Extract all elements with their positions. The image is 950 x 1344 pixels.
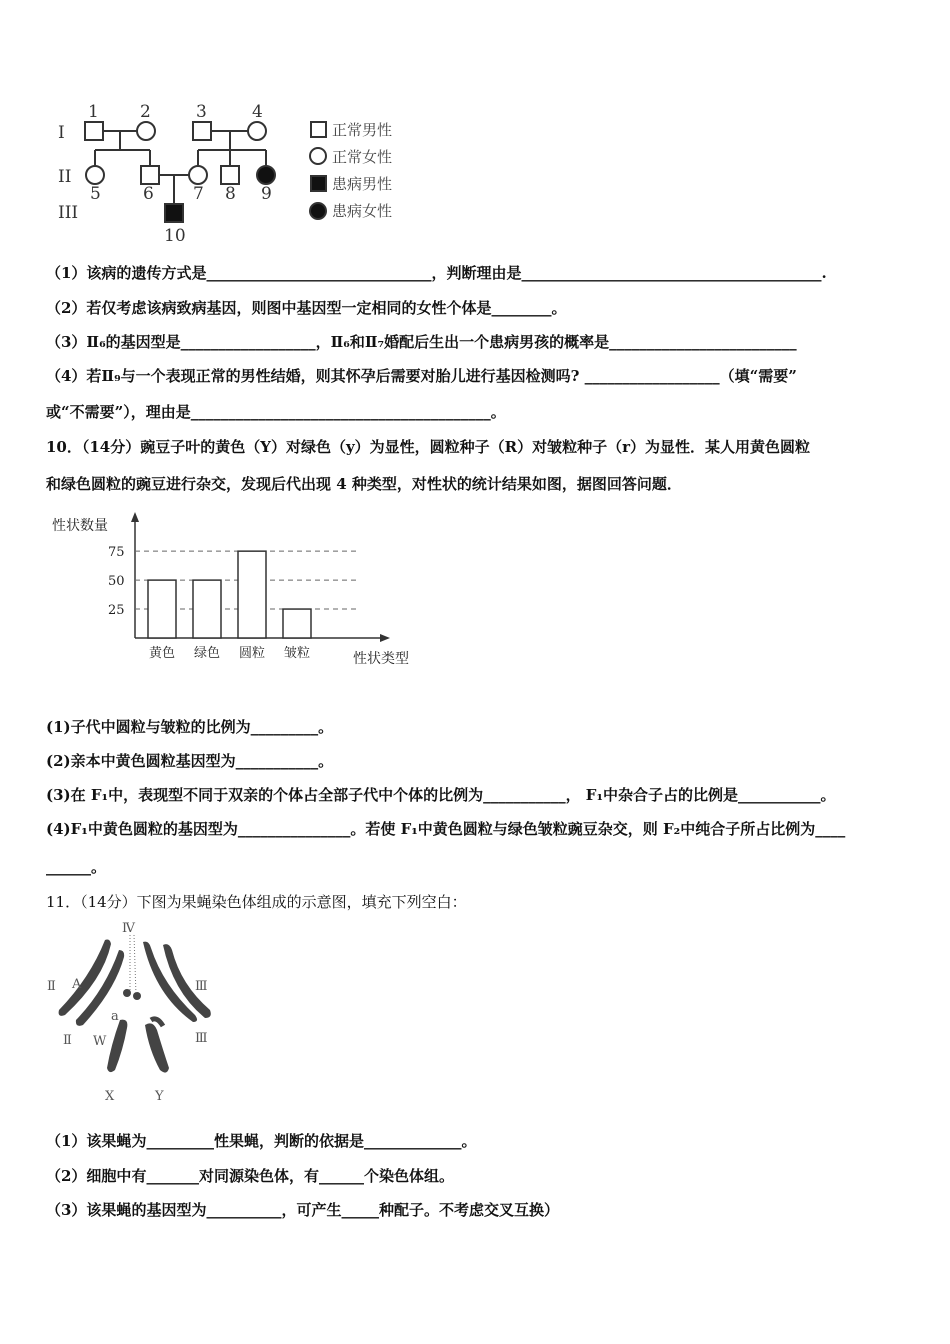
svg-text:A: A bbox=[72, 977, 82, 992]
q9-line-5: 或“不需要”），理由是________________________________________。 bbox=[46, 403, 506, 421]
y-tick-label: 75 bbox=[108, 545, 125, 561]
chart-xlabel: 性状类型 bbox=[353, 651, 409, 667]
bar-2 bbox=[193, 580, 221, 638]
q10-intro-1: 10．（14分）豌豆子叶的黄色（Y）对绿色（y）为显性，圆粒种子（R）对皱粒种子（r）为显性．某人用黄色圆粒 bbox=[46, 438, 811, 456]
svg-text:10: 10 bbox=[164, 226, 186, 246]
individual-9 bbox=[257, 166, 275, 184]
q10-item-1: (1)子代中圆粒与皱粒的比例为_________。 bbox=[46, 718, 334, 736]
q11-intro: 11．（14分）下图为果蝇染色体组成的示意图，填充下列空白： bbox=[46, 893, 467, 911]
individual-8 bbox=[221, 166, 239, 184]
svg-text:Ⅳ: Ⅳ bbox=[122, 921, 135, 936]
svg-text:Ⅱ: Ⅱ bbox=[63, 1033, 72, 1048]
q10-item-2: (2)亲本中黄色圆粒基因型为___________。 bbox=[46, 752, 334, 770]
svg-text:7: 7 bbox=[193, 184, 204, 204]
individual-2 bbox=[137, 122, 155, 140]
svg-text:3: 3 bbox=[196, 102, 207, 122]
svg-text:4: 4 bbox=[252, 102, 263, 122]
x-tick-label: 黄色 bbox=[148, 646, 176, 661]
svg-text:6: 6 bbox=[143, 184, 154, 204]
individual-6 bbox=[141, 166, 159, 184]
q10-item-5: ______。 bbox=[46, 858, 107, 876]
bar-4 bbox=[283, 609, 311, 638]
legend-normal-male: 正常男性 bbox=[332, 121, 393, 139]
individual-5 bbox=[86, 166, 104, 184]
pedigree-figure bbox=[50, 98, 430, 248]
svg-text:9: 9 bbox=[261, 184, 272, 204]
gen-label-1: I bbox=[58, 123, 65, 143]
bar-1 bbox=[148, 580, 176, 638]
svg-text:2: 2 bbox=[140, 102, 151, 122]
individual-3 bbox=[193, 122, 211, 140]
gen-label-3: III bbox=[58, 203, 79, 223]
svg-text:a: a bbox=[111, 1009, 119, 1024]
legend-normal-female: 正常女性 bbox=[332, 148, 393, 166]
svg-text:8: 8 bbox=[225, 184, 236, 204]
gen-label-2: II bbox=[58, 167, 72, 187]
q9-line-3: （3）Ⅱ₆的基因型是__________________，Ⅱ₆和Ⅱ₇婚配后生出一个患病男孩的概率是_________________________ bbox=[46, 333, 797, 351]
x-tick-label: 圆粒 bbox=[238, 646, 266, 661]
q11-item-1: （1）该果蝇为_________性果蝇，判断的依据是_____________。 bbox=[46, 1132, 477, 1150]
svg-text:W: W bbox=[93, 1034, 107, 1049]
x-tick-label: 绿色 bbox=[193, 646, 221, 661]
y-tick-label: 50 bbox=[108, 574, 125, 590]
chromosome-y bbox=[145, 1023, 169, 1072]
individual-7 bbox=[189, 166, 207, 184]
q9-line-2: （2）若仅考虑该病致病基因，则图中基因型一定相同的女性个体是________。 bbox=[46, 299, 567, 317]
individual-1 bbox=[85, 122, 103, 140]
q10-item-4: (4)F₁中黄色圆粒的基因型为_______________。若使 F₁中黄色圆粒与绿色皱粒豌豆杂交，则 F₂中纯合子所占比例为____ bbox=[46, 820, 846, 838]
individual-4 bbox=[248, 122, 266, 140]
q9-line-1: （1）该病的遗传方式是______________________________，判断理由是________________________________________. bbox=[46, 264, 827, 282]
bar-3 bbox=[238, 551, 266, 638]
q11-item-2: （2）细胞中有_______对同源染色体，有______个染色体组。 bbox=[46, 1167, 454, 1185]
svg-text:Ⅲ: Ⅲ bbox=[195, 1031, 208, 1046]
svg-text:1: 1 bbox=[88, 102, 99, 122]
svg-text:Ⅲ: Ⅲ bbox=[195, 979, 208, 994]
x-tick-label: 皱粒 bbox=[283, 646, 311, 661]
svg-text:Ⅱ: Ⅱ bbox=[47, 979, 56, 994]
chromosome-figure bbox=[45, 920, 225, 1110]
trait-bar-chart bbox=[50, 510, 430, 675]
legend-affected-male: 患病男性 bbox=[332, 175, 393, 193]
q9-line-4: （4）若Ⅱ₉与一个表现正常的男性结婚，则其怀孕后需要对胎儿进行基因检测吗? __________________（填“需要” bbox=[46, 367, 797, 385]
individual-10 bbox=[165, 204, 183, 222]
y-tick-label: 25 bbox=[108, 603, 125, 619]
svg-text:X: X bbox=[105, 1089, 115, 1104]
svg-text:5: 5 bbox=[90, 184, 101, 204]
legend-affected-female: 患病女性 bbox=[332, 202, 393, 220]
chart-ylabel: 性状数量 bbox=[52, 518, 108, 534]
q10-intro-2: 和绿色圆粒的豌豆进行杂交，发现后代出现 4 种类型，对性状的统计结果如图，据图回答问题． bbox=[46, 475, 682, 493]
chromosome-ii-left bbox=[59, 940, 111, 1016]
chromosome-x bbox=[107, 1020, 127, 1072]
q11-item-3: （3）该果蝇的基因型为__________，可产生_____种配子。不考虑交叉互换） bbox=[46, 1201, 559, 1219]
q10-item-3: (3)在 F₁中，表现型不同于双亲的个体占全部子代中个体的比例为___________， F₁中杂合子占的比例是___________。 bbox=[46, 786, 836, 804]
svg-text:Y: Y bbox=[155, 1089, 164, 1104]
